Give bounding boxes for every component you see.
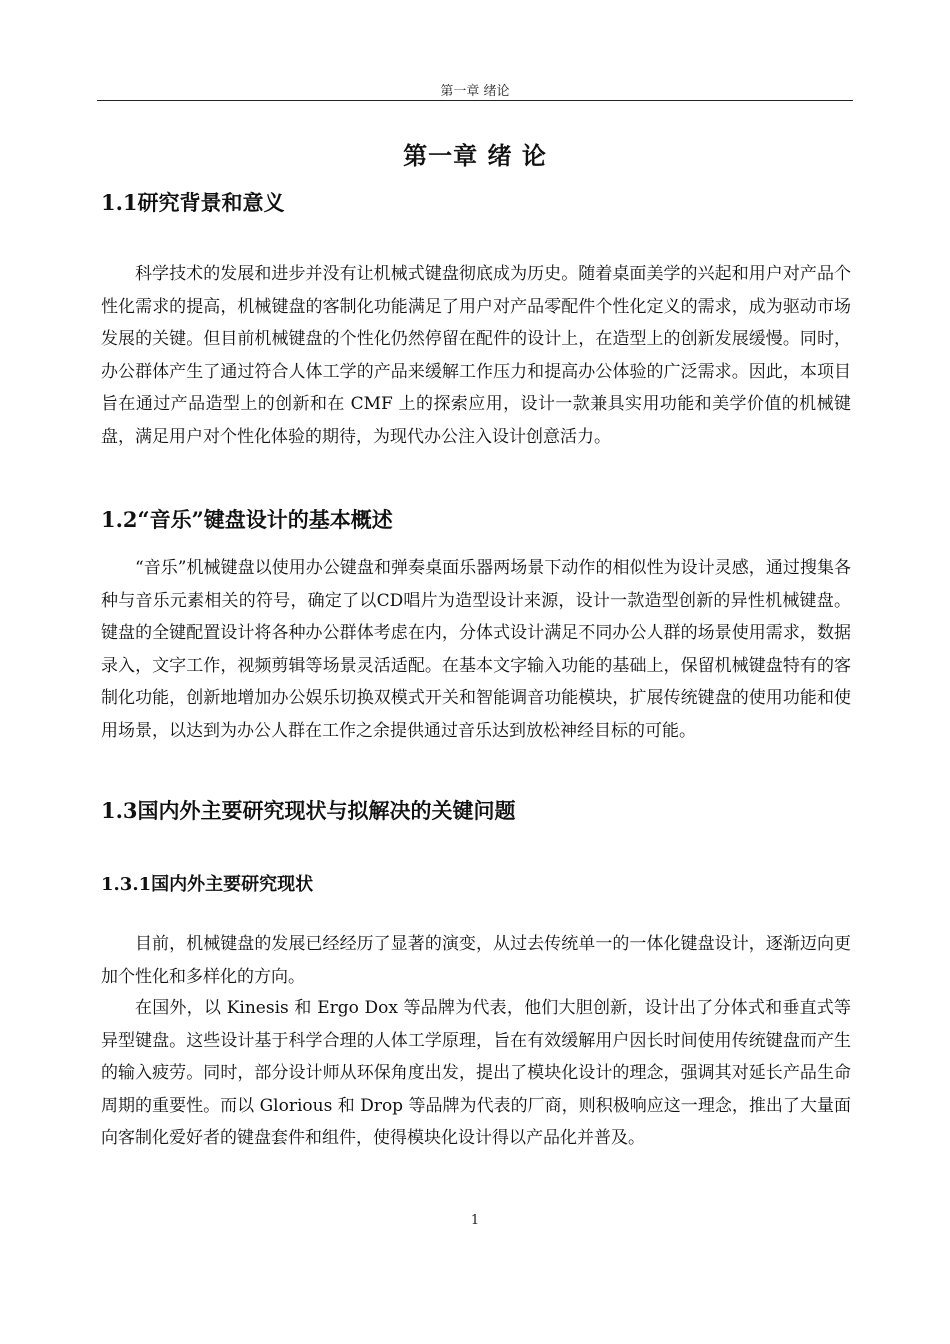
- header-rule: [97, 100, 853, 101]
- paragraph-1-3-1-b: 在国外，以 Kinesis 和 Ergo Dox 等品牌为代表，他们大胆创新，设计出了分体式和垂直式等异型键盘。这些设计基于科学合理的人体工学原理，旨在有效缓解用户因长时间使用传统键盘而产生的输入疲劳。同时，部分设计师从环保角度出发，提出了模块化设计的理念，强调其对延长产品生命周期的重要性。而以 Glorious 和 Drop 等品牌为代表的厂商，则积极响应这一理念，推出了大量面向客制化爱好者的键盘套件和组件，使得模块化设计得以产品化并普及。: [101, 998, 851, 1149]
- section-heading-1-1: 1.1研究背景和意义: [101, 190, 285, 215]
- chapter-title: 第一章 绪 论: [403, 141, 547, 170]
- paragraph-1-2: “音乐”机械键盘以使用办公键盘和弹奏桌面乐器两场景下动作的相似性为设计灵感，通过搜集各种与音乐元素相关的符号，确定了以CD唱片为造型设计来源，设计一款造型创新的异性机械键盘。键盘的全键配置设计将各种办公群体考虑在内，分体式设计满足不同办公人群的场景使用需求，数据录入，文字工作，视频剪辑等场景灵活适配。在基本文字输入功能的基础上，保留机械键盘特有的客制化功能，创新地增加办公娱乐切换双模式开关和智能调音功能模块，扩展传统键盘的使用功能和使用场景，以达到为办公人群在工作之余提供通过音乐达到放松神经目标的可能。: [101, 558, 851, 741]
- page-number: 1: [470, 1213, 480, 1228]
- section-heading-1-2: 1.2“音乐”键盘设计的基本概述: [101, 507, 393, 532]
- paragraph-1-1: 科学技术的发展和进步并没有让机械式键盘彻底成为历史。随着桌面美学的兴起和用户对产品个性化需求的提高，机械键盘的客制化功能满足了用户对产品零配件个性化定义的需求，成为驱动市场发展的关键。但目前机械键盘的个性化仍然停留在配件的设计上，在造型上的创新发展缓慢。同时，办公群体产生了通过符合人体工学的产品来缓解工作压力和提高办公体验的广泛需求。因此，本项目旨在通过产品造型上的创新和在 CMF 上的探索应用，设计一款兼具实用功能和美学价值的机械键盘，满足用户对个性化体验的期待，为现代办公注入设计创意活力。: [101, 264, 851, 447]
- section-heading-1-3-1: 1.3.1国内外主要研究现状: [101, 874, 314, 895]
- running-header: 第一章 绪论: [440, 84, 510, 99]
- paragraph-1-3-1-a: 目前，机械键盘的发展已经经历了显著的演变，从过去传统单一的一体化键盘设计，逐渐迈向更加个性化和多样化的方向。: [101, 934, 851, 987]
- section-heading-1-3: 1.3国内外主要研究现状与拟解决的关键问题: [101, 798, 516, 823]
